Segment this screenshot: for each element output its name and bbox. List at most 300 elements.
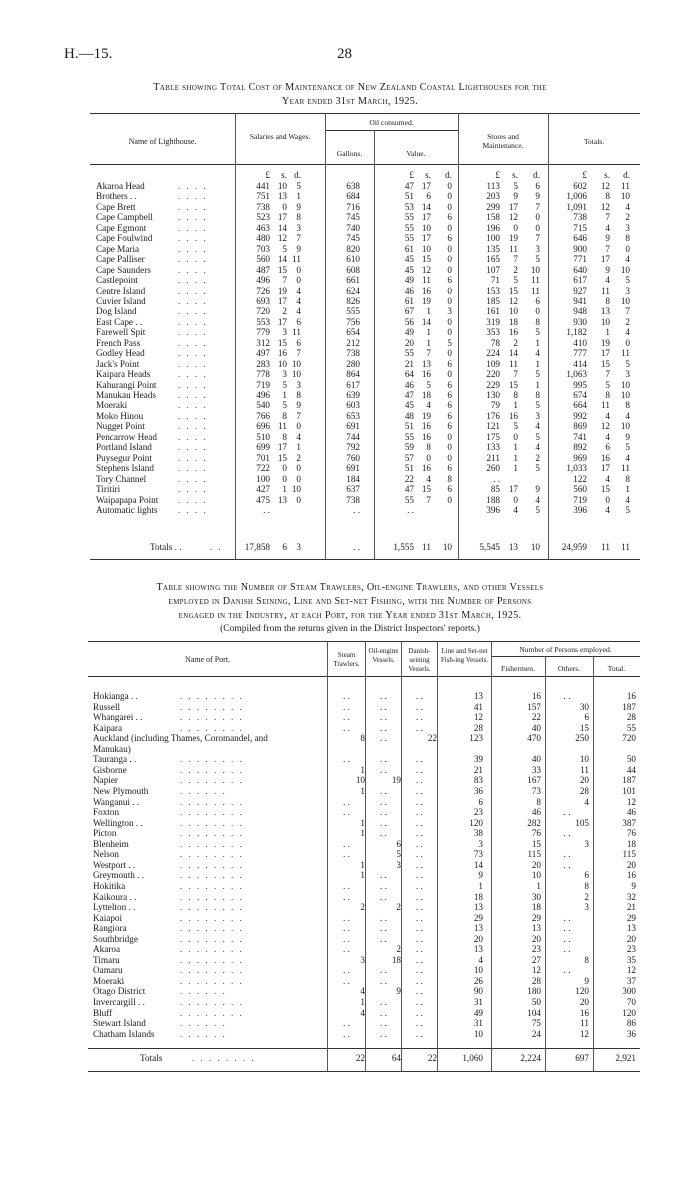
steam-trawlers: . . <box>343 691 350 701</box>
grand-total-pence: 11 <box>621 542 630 552</box>
stores-total-shillings: 13 <box>508 542 518 552</box>
total-persons: 387 <box>622 817 636 828</box>
oil-value-shillings: 16 <box>421 421 431 432</box>
total-pounds: 892 <box>573 442 587 453</box>
danish-seining-vessels: . . <box>416 891 423 902</box>
sto-unit-l: £ <box>495 170 500 180</box>
salaries-pounds: 480 <box>256 233 270 244</box>
table1-title-line2: Year ended 31st March, 1925. <box>282 96 418 107</box>
gallons: 745 <box>346 233 360 244</box>
steam-trawlers: 1 <box>360 859 365 870</box>
col-danish-seining: Danish-seining Vessels. <box>408 647 431 673</box>
salaries-shillings: 0 <box>282 473 287 484</box>
total-pence: 11 <box>621 463 630 474</box>
stores-pounds: 188 <box>486 494 500 505</box>
leader-dots: . . . . <box>178 191 208 202</box>
salaries-shillings: 14 <box>277 254 287 265</box>
danish-seining-vessels: . . <box>416 712 423 723</box>
danish-seining-vessels: . . <box>416 912 423 923</box>
stores-shillings: 1 <box>513 400 518 411</box>
oil-engine-vessels: . . <box>380 880 387 891</box>
leader-dots: . . . . . . . . <box>192 1053 256 1063</box>
oil-value-pounds: 55 <box>404 212 414 223</box>
table2-title-line2: employed in Danish Seining, Line and Set-net Fishing, with the Number of Persons <box>168 596 532 607</box>
total-pence: 1 <box>625 484 630 494</box>
col-total: Total. <box>607 664 626 673</box>
oil-value-pounds: 53 <box>404 201 414 212</box>
total-pounds: 674 <box>573 390 587 400</box>
table2-title-line3: engaged in the Industry, at each Port, for the Year ended 31st March, 1925. <box>178 610 522 621</box>
salaries-shillings: 7 <box>282 275 287 286</box>
leader-dots: . . . . <box>178 212 208 223</box>
gallons: 654 <box>346 327 360 338</box>
gallons: 661 <box>346 275 360 286</box>
oil-engine-vessels: 19 <box>391 775 401 786</box>
lighthouse-name: Tory Channel <box>96 473 147 484</box>
total-pounds: 1,006 <box>566 191 587 202</box>
leader-dots: . . . . <box>178 181 208 191</box>
total-pounds: 602 <box>573 181 587 191</box>
oil-engine-vessels: . . <box>380 828 387 839</box>
tot-unit-d: d. <box>623 170 630 180</box>
line-setnet-vessels: 21 <box>473 764 483 775</box>
stores-shillings: 0 <box>513 431 518 442</box>
oil-value-pounds: 49 <box>404 275 414 286</box>
fishermen: 282 <box>527 817 541 828</box>
oil-value-pounds: 48 <box>404 410 414 421</box>
col-oil-consumed: Oil consumed. <box>369 118 414 127</box>
others: 2 <box>584 891 589 902</box>
danish-seining-vessels: . . <box>416 1028 423 1039</box>
gallons: 740 <box>346 222 360 233</box>
steam-trawlers: 1 <box>360 828 365 839</box>
salaries-pounds: 496 <box>256 390 270 400</box>
total-shillings: 8 <box>605 390 610 400</box>
sal-unit-s: s. <box>281 170 287 180</box>
fishermen: 18 <box>531 902 541 912</box>
total-persons: 300 <box>622 986 636 997</box>
salaries-pence: 0 <box>296 275 301 286</box>
line-setnet-vessels: 83 <box>473 775 483 786</box>
total-pounds: 738 <box>573 212 587 223</box>
total-shillings: 7 <box>605 369 610 380</box>
oil-engine-vessels: . . <box>380 965 387 976</box>
stores-shillings: 4 <box>513 504 518 515</box>
fishermen: 76 <box>531 828 541 839</box>
total-pence: 9 <box>625 431 630 442</box>
stores-pounds: 175 <box>486 431 500 442</box>
salaries-pounds: 738 <box>256 201 270 212</box>
total-pounds: 941 <box>573 295 587 306</box>
danish-seining-vessels: . . <box>416 817 423 828</box>
lighthouse-name: Tiritiri <box>96 484 121 494</box>
leader-dots: . . . . . . . . <box>180 796 244 807</box>
leader-dots: . . . . . . . . <box>180 944 244 955</box>
others-total: 697 <box>575 1053 589 1063</box>
gallons: 624 <box>346 285 360 296</box>
fishermen: 167 <box>527 775 541 786</box>
fishermen: 33 <box>531 764 541 775</box>
steam-trawlers: 2 <box>360 902 365 912</box>
line-setnet-vessels: 120 <box>469 817 483 828</box>
oil-value-total-pence: 10 <box>442 542 452 552</box>
lighthouse-name: Stephens Island <box>96 463 154 474</box>
port-name: Hokitika <box>93 880 126 891</box>
oil-value-shillings: 7 <box>426 494 431 505</box>
salaries-shillings: 15 <box>277 337 287 348</box>
oil-value-shillings: 17 <box>421 233 431 244</box>
stores-shillings: 15 <box>508 285 518 296</box>
stores-shillings: 0 <box>513 494 518 505</box>
total-pence: 10 <box>620 264 630 275</box>
col-steam-trawlers: Steam Trawlers. <box>333 651 360 668</box>
fishermen: 30 <box>531 891 541 902</box>
stores-pounds: 109 <box>486 358 500 369</box>
port-name: Kaipara <box>93 722 123 733</box>
total-shillings: 12 <box>600 201 610 212</box>
oil-value-total-pounds: 1,555 <box>393 542 414 552</box>
oil-value-pence: 3 <box>447 306 452 317</box>
oil-engine-vessels: . . <box>380 796 387 807</box>
col-lighthouse-name: Name of Lighthouse. <box>128 137 197 146</box>
fishermen: 12 <box>531 965 541 976</box>
total-persons: 36 <box>626 1028 636 1039</box>
total-pounds: 414 <box>573 358 587 369</box>
salaries-pence: 7 <box>296 233 301 244</box>
line-setnet-vessels-total: 1,060 <box>462 1053 483 1063</box>
lighthouse-name: Cape Egmont <box>96 222 147 233</box>
oil-value-shillings: 18 <box>421 390 431 400</box>
oil-value-shillings: 10 <box>421 243 431 254</box>
leader-dots: . . . . <box>178 264 208 275</box>
oil-value-pounds: 51 <box>404 421 414 432</box>
line-setnet-vessels: 29 <box>473 912 483 923</box>
oil-engine-vessels: 2 <box>396 944 401 955</box>
stores-shillings: 11 <box>509 358 518 369</box>
salaries-pounds: 441 <box>256 181 270 191</box>
port-name: Stewart Island <box>93 1018 146 1028</box>
totals-label: Totals . . <box>150 542 182 552</box>
stores-pounds: 196 <box>486 222 500 233</box>
leader-dots: . . . . <box>178 254 208 265</box>
gallons: 744 <box>346 431 360 442</box>
stores-pence: 4 <box>535 348 540 359</box>
gallons: 760 <box>346 452 360 463</box>
leader-dots: . . . . <box>178 327 208 338</box>
total-shillings: 15 <box>600 358 610 369</box>
total-pounds: 640 <box>573 264 587 275</box>
salaries-pence: 7 <box>296 410 301 421</box>
others: 3 <box>584 838 589 849</box>
others: 16 <box>579 1007 589 1018</box>
oil-engine-vessels: 3 <box>396 859 401 870</box>
leader-dots: . . . . . . . . <box>180 912 244 923</box>
salaries-pounds: 719 <box>256 379 270 390</box>
stores-pence: 4 <box>535 494 540 505</box>
port-name: Moeraki <box>93 975 125 986</box>
oil-value-pence: 6 <box>447 358 452 369</box>
steam-trawlers: . . <box>343 975 350 986</box>
leader-dots: . . . . . . . . <box>180 712 244 723</box>
oil-value-total-shillings: 11 <box>422 542 431 552</box>
stores-pence: 7 <box>535 201 540 212</box>
leader-dots: . . . . <box>178 390 208 400</box>
oil-value-pence: 0 <box>447 201 452 212</box>
salaries-pounds: 540 <box>256 400 270 411</box>
stores-pounds: 396 <box>486 504 500 515</box>
stores-pounds: 79 <box>490 400 500 411</box>
steam-trawlers: 3 <box>360 954 365 965</box>
leader-dots: . . . . <box>178 473 208 484</box>
salaries-pence: 7 <box>296 348 301 359</box>
stores-pence: 3 <box>535 410 540 421</box>
total-pounds: 1,033 <box>566 463 587 474</box>
others: . . <box>563 933 571 944</box>
gallons: 637 <box>346 484 360 494</box>
fishermen: 470 <box>527 733 541 744</box>
oil-value-pounds: 51 <box>404 463 414 474</box>
total-shillings: 15 <box>600 484 610 494</box>
oil-value-pounds: 56 <box>404 316 414 327</box>
danish-seining-vessels: . . <box>416 701 423 712</box>
salaries-shillings: 17 <box>277 295 287 306</box>
total-pence: 4 <box>625 410 630 421</box>
gallons: 603 <box>346 400 360 411</box>
stores-pounds: . . <box>493 473 500 484</box>
danish-seining-vessels: . . <box>416 870 423 881</box>
stores-pence: 5 <box>535 463 540 474</box>
total-pence: 3 <box>625 285 630 296</box>
oil-value-pounds: 47 <box>404 484 414 494</box>
leader-dots: . . . . <box>178 379 208 390</box>
total-pounds: 396 <box>573 504 587 515</box>
oil-value-shillings: 12 <box>421 264 431 275</box>
fishermen: 28 <box>531 975 541 986</box>
others: 8 <box>584 954 589 965</box>
oil-value-pounds: 55 <box>404 233 414 244</box>
salaries-total-pence: 3 <box>296 542 301 552</box>
total-shillings: 17 <box>600 463 610 474</box>
stores-pounds: 176 <box>486 410 500 421</box>
salaries-pence: 10 <box>291 484 301 494</box>
salaries-pence: 4 <box>296 431 301 442</box>
lighthouse-name: Moko Hinou <box>96 410 144 421</box>
total-persons: 12 <box>626 965 636 976</box>
fishermen: 8 <box>536 796 541 807</box>
oil-engine-vessels: . . <box>380 933 387 944</box>
total-pence: 4 <box>625 452 630 463</box>
total-pence: 10 <box>620 379 630 390</box>
oil-value-pence: 0 <box>447 369 452 380</box>
total-shillings: 4 <box>605 504 610 515</box>
salaries-pounds: 497 <box>256 348 270 359</box>
line-setnet-vessels: 20 <box>473 933 483 944</box>
total-pence: 2 <box>625 212 630 223</box>
fishermen: 24 <box>531 1028 541 1039</box>
danish-seining-vessels: . . <box>416 807 423 817</box>
others: 120 <box>575 986 589 997</box>
stores-pounds: 185 <box>486 295 500 306</box>
total-pence: 10 <box>620 421 630 432</box>
stores-shillings: 17 <box>508 201 518 212</box>
oil-engine-vessels: 2 <box>396 902 401 912</box>
oil-value-shillings: 8 <box>426 442 431 453</box>
stores-pounds: 319 <box>486 316 500 327</box>
danish-seining-vessels: . . <box>416 691 423 701</box>
steam-trawlers: . . <box>343 891 350 902</box>
line-setnet-vessels: 28 <box>473 722 483 733</box>
lighthouse-name: Cape Foulwind <box>96 233 153 244</box>
salaries-shillings: 8 <box>282 431 287 442</box>
steam-trawlers: . . <box>343 849 350 860</box>
fishermen: 27 <box>531 954 541 965</box>
oil-value-pence: 0 <box>447 285 452 296</box>
total-shillings: 13 <box>600 306 610 317</box>
stores-shillings: 19 <box>508 233 518 244</box>
others: 30 <box>579 701 589 712</box>
steam-trawlers: 10 <box>355 775 365 786</box>
stores-pounds: 224 <box>486 348 500 359</box>
salaries-pounds: 553 <box>256 316 270 327</box>
oil-value-pence: 5 <box>447 337 452 348</box>
stores-shillings: 2 <box>513 264 518 275</box>
grand-total-shillings: 11 <box>601 542 610 552</box>
salaries-pence: 9 <box>296 201 301 212</box>
gallons: . . <box>353 504 360 515</box>
salaries-pence: 0 <box>296 421 301 432</box>
danish-seining-vessels: . . <box>416 923 423 934</box>
gallons: 555 <box>346 306 360 317</box>
danish-seining-vessels: . . <box>416 997 423 1007</box>
leader-dots: . . . . . . <box>180 1018 227 1028</box>
danish-seining-vessels: . . <box>416 902 423 912</box>
oil-engine-vessels: . . <box>380 912 387 923</box>
leader-dots: . . . . <box>178 452 208 463</box>
table2-subtitle: (Compiled from the returns given in the District Inspectors' reports.) <box>220 624 480 634</box>
gallons: 738 <box>346 494 360 505</box>
port-name: Gisborne <box>93 764 127 775</box>
lighthouse-name: Waipapapa Point <box>96 494 159 505</box>
line-setnet-vessels: 73 <box>473 849 483 860</box>
lighthouse-name: Brothers . . <box>96 191 137 202</box>
total-persons: 187 <box>622 775 636 786</box>
oil-value-pounds: 20 <box>404 337 414 348</box>
fishermen: 40 <box>531 754 541 765</box>
oil-value-pounds: 55 <box>404 348 414 359</box>
leader-dots: . . . . <box>178 494 208 505</box>
gallons: 653 <box>346 410 360 421</box>
danish-seining-vessels-total: 22 <box>427 1053 437 1063</box>
stores-shillings: 7 <box>513 254 518 265</box>
stores-shillings: 1 <box>513 452 518 463</box>
oil-value-pence: 0 <box>447 327 452 338</box>
total-pounds: 410 <box>573 337 587 348</box>
line-setnet-vessels: 38 <box>473 828 483 839</box>
leader-dots: . . . . . . . . <box>180 775 244 786</box>
leader-dots: . . . . <box>178 275 208 286</box>
salaries-shillings: 10 <box>277 181 287 191</box>
fishermen: 73 <box>531 786 541 796</box>
leader-dots: . . . . . . . . <box>180 828 244 839</box>
steam-trawlers: . . <box>343 754 350 765</box>
port-name: Russell <box>93 701 121 712</box>
oil-value-pence: 6 <box>447 421 452 432</box>
fishermen: 115 <box>527 849 541 860</box>
oil-value-pence: 0 <box>447 243 452 254</box>
total-shillings: 1 <box>605 327 610 338</box>
oil-engine-vessels: . . <box>380 923 387 934</box>
steam-trawlers: . . <box>343 701 350 712</box>
gallons: 716 <box>346 201 360 212</box>
col-port-name: Name of Port. <box>184 655 231 664</box>
steam-trawlers: 1 <box>360 764 365 775</box>
stores-pounds: 158 <box>486 212 500 223</box>
gallons: 826 <box>346 295 360 306</box>
oil-value-pounds: 22 <box>404 473 414 484</box>
total-shillings: 4 <box>605 431 610 442</box>
lighthouse-name: Centre Island <box>96 285 146 296</box>
lighthouse-name: French Pass <box>96 337 141 348</box>
salaries-pounds: 766 <box>256 410 270 421</box>
steam-trawlers: 4 <box>360 1007 365 1018</box>
lighthouse-name: Dog Island <box>96 306 137 317</box>
lighthouse-name: Kaipara Heads <box>96 369 151 380</box>
leader-dots: . . . . <box>178 233 208 244</box>
oil-value-pounds: 61 <box>404 295 414 306</box>
leader-dots: . . . . . . <box>180 1028 227 1039</box>
oil-value-pence: 0 <box>447 452 452 463</box>
port-name: Oamaru <box>93 965 123 976</box>
oil-engine-vessels: . . <box>380 1028 387 1039</box>
gallons: 691 <box>346 463 360 474</box>
oil-value-pence: 6 <box>447 233 452 244</box>
total-shillings: 16 <box>600 452 610 463</box>
salaries-pounds: 312 <box>256 337 270 348</box>
oil-engine-vessels: 5 <box>396 849 401 860</box>
port-name: Napier <box>93 775 118 786</box>
port-name: Kaikoura . . <box>93 891 137 902</box>
stores-pounds: 71 <box>490 275 500 286</box>
salaries-pence: 3 <box>296 379 301 390</box>
steam-trawlers-total: 22 <box>355 1053 365 1063</box>
leader-dots: . . . . . . . . <box>180 807 244 817</box>
danish-seining-vessels: . . <box>416 986 423 997</box>
leader-dots: . . . . . . . . <box>180 997 244 1007</box>
line-setnet-vessels: 1 <box>478 880 483 891</box>
oil-value-shillings: 4 <box>426 473 431 484</box>
port-name: Wellington . . <box>93 817 143 828</box>
stores-pence: 4 <box>535 442 540 453</box>
oil-engine-vessels: . . <box>380 754 387 765</box>
salaries-pounds: 475 <box>256 494 270 505</box>
port-name: Manukau) <box>93 743 131 754</box>
fishermen: 22 <box>531 712 541 723</box>
total-pounds: 900 <box>573 243 587 254</box>
stores-pence: 0 <box>535 222 540 233</box>
leader-dots: . . . . . . . . <box>180 754 244 765</box>
salaries-pounds: 693 <box>256 295 270 306</box>
totals-label: Totals <box>140 1053 163 1063</box>
val-unit-l: £ <box>409 170 414 180</box>
total-persons: 20 <box>626 933 636 944</box>
total-pence: 10 <box>620 191 630 202</box>
oil-value-shillings: 16 <box>421 285 431 296</box>
port-name: Hokianga . . <box>93 691 138 701</box>
total-pounds: 1,182 <box>566 327 587 338</box>
line-setnet-vessels: 31 <box>473 997 483 1007</box>
total-shillings: 0 <box>605 494 610 505</box>
steam-trawlers: . . <box>343 838 350 849</box>
